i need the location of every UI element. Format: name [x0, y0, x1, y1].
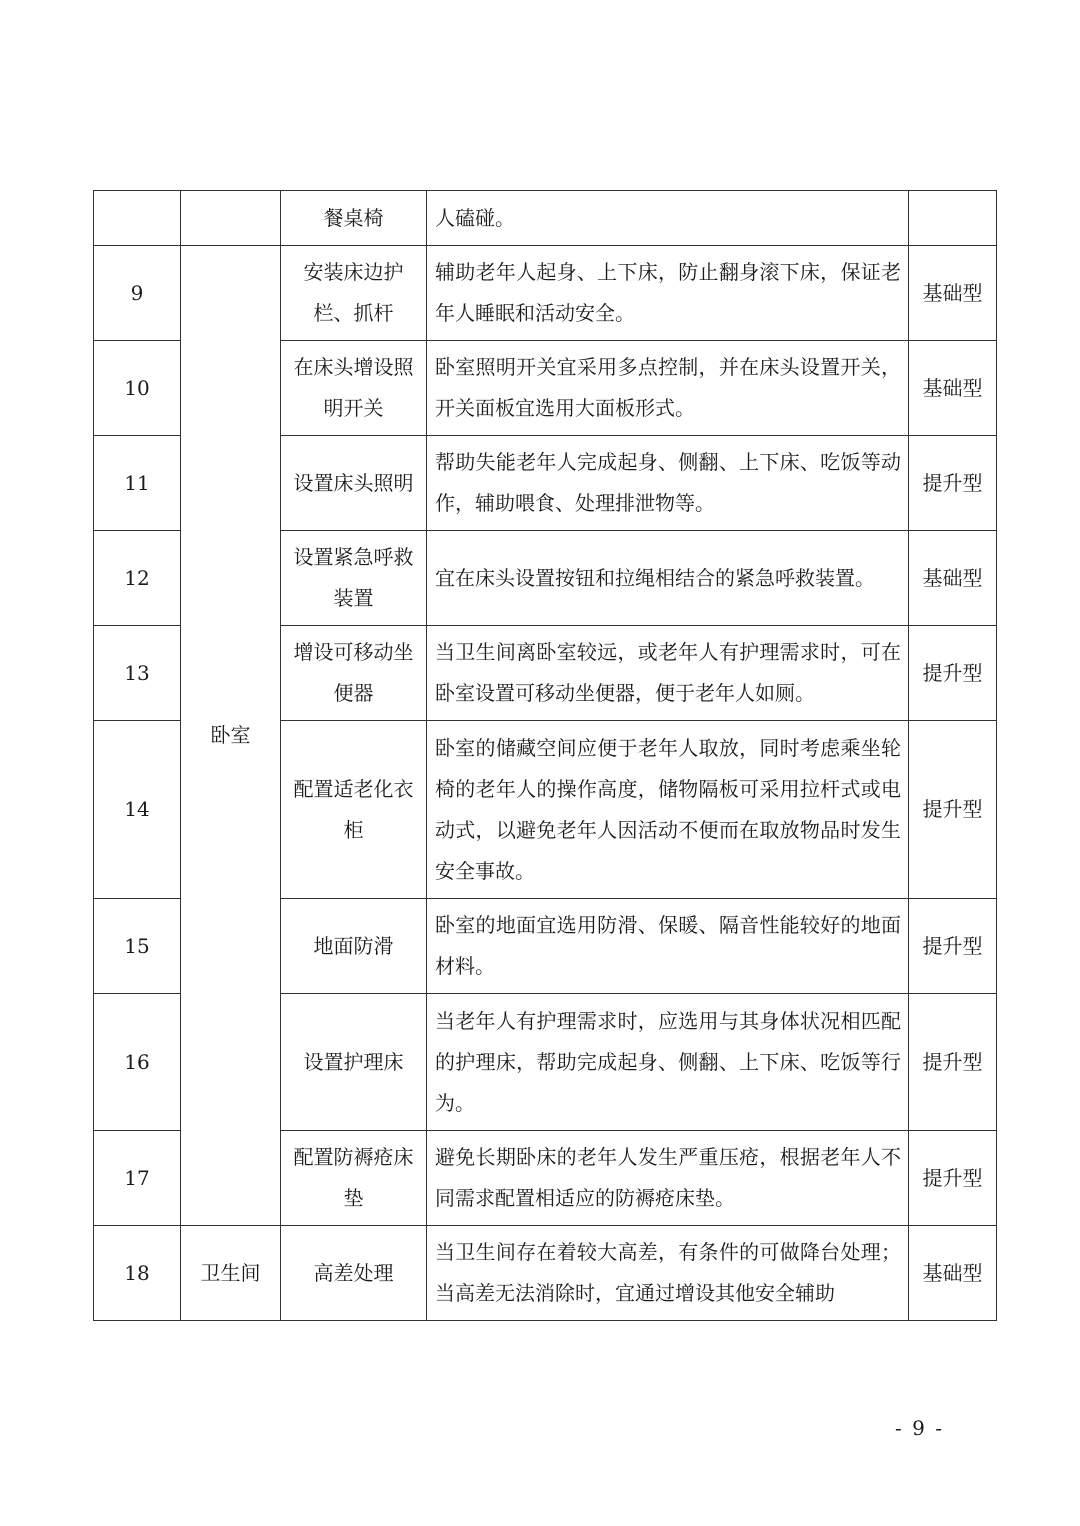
description-cell: 卧室的地面宜选用防滑、保暖、隔音性能较好的地面材料。 [427, 899, 909, 994]
table-row [94, 246, 997, 341]
row-number-cell: 18 [94, 1226, 181, 1321]
row-number-cell: 16 [94, 994, 181, 1131]
item-cell: 安装床边护栏、抓杆 [281, 246, 427, 341]
description-cell: 卧室的储藏空间应便于老年人取放，同时考虑乘坐轮椅的老年人的操作高度，储物隔板可采用拉杆式或电动式，以避免老年人因活动不便而在取放物品时发生安全事故。 [427, 721, 909, 899]
table-row [94, 191, 997, 246]
row-number-cell: 15 [94, 899, 181, 994]
type-cell: 提升型 [909, 994, 997, 1131]
type-cell: 基础型 [909, 1226, 997, 1321]
type-cell: 基础型 [909, 531, 997, 626]
item-cell: 配置适老化衣柜 [281, 721, 427, 899]
item-cell: 餐桌椅 [281, 191, 427, 246]
type-cell: 提升型 [909, 1131, 997, 1226]
item-cell: 高差处理 [281, 1226, 427, 1321]
item-cell: 地面防滑 [281, 899, 427, 994]
description-cell: 卧室照明开关宜采用多点控制，并在床头设置开关，开关面板宜选用大面板形式。 [427, 341, 909, 436]
type-cell: 基础型 [909, 341, 997, 436]
area-cell-bathroom: 卫生间 [181, 1226, 281, 1321]
type-cell: 提升型 [909, 626, 997, 721]
row-number-cell: 17 [94, 1131, 181, 1226]
item-cell: 设置护理床 [281, 994, 427, 1131]
item-cell: 设置紧急呼救装置 [281, 531, 427, 626]
area-cell-bedroom: 卧室 [181, 246, 281, 1226]
area-cell [181, 191, 281, 246]
description-cell: 当老年人有护理需求时，应选用与其身体状况相匹配的护理床，帮助完成起身、侧翻、上下床、吃饭等行为。 [427, 994, 909, 1131]
description-cell: 当卫生间离卧室较远，或老年人有护理需求时，可在卧室设置可移动坐便器，便于老年人如厕。 [427, 626, 909, 721]
item-cell: 增设可移动坐便器 [281, 626, 427, 721]
type-cell [909, 191, 997, 246]
type-cell: 提升型 [909, 436, 997, 531]
type-cell: 基础型 [909, 246, 997, 341]
row-number-cell: 12 [94, 531, 181, 626]
description-cell: 避免长期卧床的老年人发生严重压疮，根据老年人不同需求配置相适应的防褥疮床垫。 [427, 1131, 909, 1226]
description-cell: 辅助老年人起身、上下床，防止翻身滚下床，保证老年人睡眠和活动安全。 [427, 246, 909, 341]
table-row [94, 1226, 997, 1321]
description-cell: 宜在床头设置按钮和拉绳相结合的紧急呼救装置。 [427, 531, 909, 626]
type-cell: 提升型 [909, 721, 997, 899]
row-number-cell: 9 [94, 246, 181, 341]
description-cell: 帮助失能老年人完成起身、侧翻、上下床、吃饭等动作，辅助喂食、处理排泄物等。 [427, 436, 909, 531]
item-cell: 在床头增设照明开关 [281, 341, 427, 436]
row-number-cell: 11 [94, 436, 181, 531]
description-cell: 当卫生间存在着较大高差，有条件的可做降台处理；当高差无法消除时，宜通过增设其他安全辅助 [427, 1226, 909, 1321]
row-number-cell: 13 [94, 626, 181, 721]
item-cell: 设置床头照明 [281, 436, 427, 531]
type-cell: 提升型 [909, 899, 997, 994]
row-number-cell: 10 [94, 341, 181, 436]
page-number: - 9 - [895, 1416, 944, 1440]
item-cell: 配置防褥疮床垫 [281, 1131, 427, 1226]
facility-table [93, 190, 997, 1321]
description-cell: 人磕碰。 [427, 191, 909, 246]
row-number-cell: 14 [94, 721, 181, 899]
row-number-cell [94, 191, 181, 246]
